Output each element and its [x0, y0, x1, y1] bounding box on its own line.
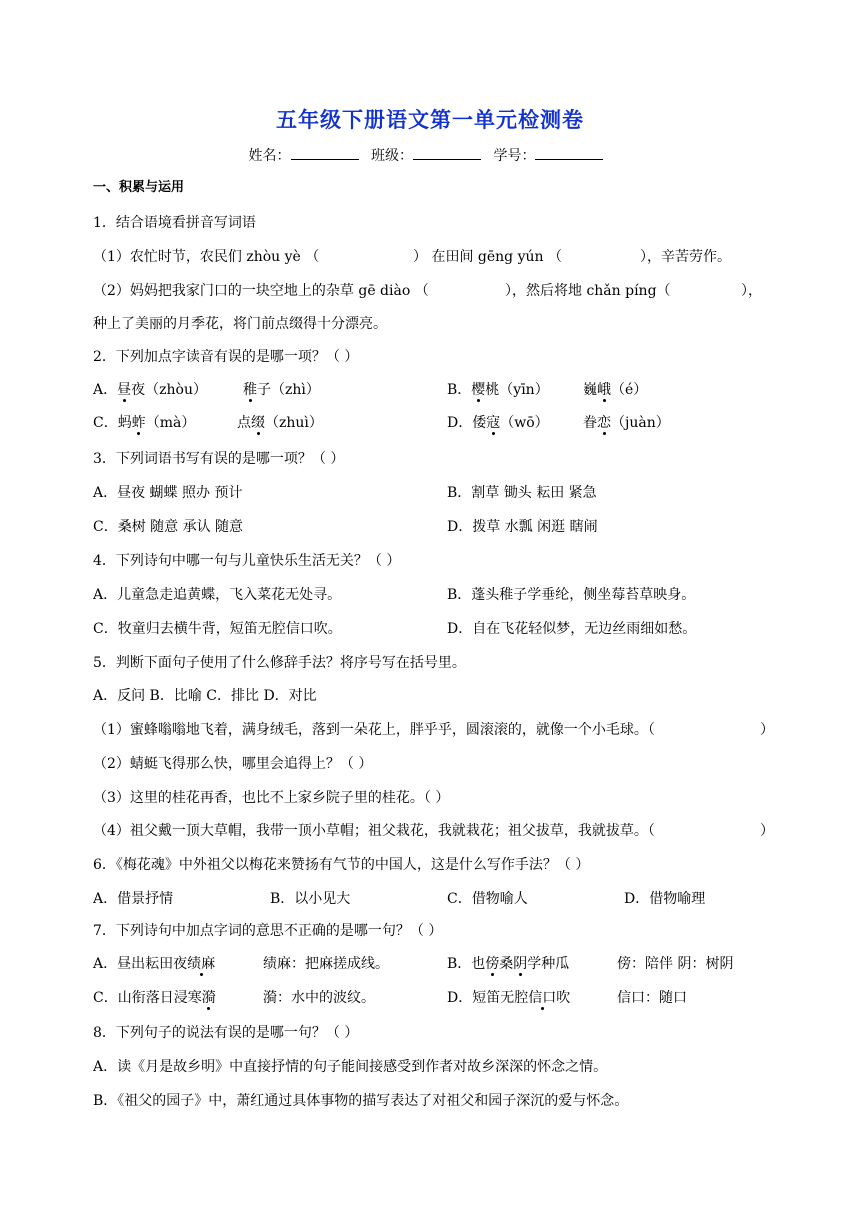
question-8-stem: 8．下列句子的说法有误的是哪一句？（ ） — [93, 1025, 359, 1041]
q1-line2-part-b: ），然后将地 chǎn píng（ — [505, 283, 671, 299]
q2-option-b-part1: B．樱桃（yīn） — [447, 382, 549, 398]
q5-sentence-1-rparen: ） — [760, 722, 774, 738]
question-7-stem: 7．下列诗句中加点字词的意思不正确的是哪一句？（ ） — [93, 923, 443, 939]
question-4-stem: 4．下列诗句中哪一句与儿童快乐生活无关？（ ） — [93, 553, 401, 569]
q4-option-b: B．蓬头稚子学垂纶，侧坐莓苔草映身。 — [447, 587, 696, 603]
question-1-stem: 1．结合语境看拼音写词语 — [93, 215, 256, 231]
question-5-stem: 5．判断下面句子使用了什么修辞手法？将序号写在括号里。 — [93, 655, 466, 671]
q2-option-b-part2: 巍峨（é） — [583, 382, 648, 398]
question-6-stem: 6．《梅花魂》中外祖父以梅花来赞扬有气节的中国人，这是什么写作手法？（ ） — [93, 857, 590, 873]
question-3-stem: 3．下列词语书写有误的是哪一项？（ ） — [93, 451, 345, 467]
class-blank[interactable] — [413, 145, 481, 160]
name-label: 姓名： — [248, 148, 291, 164]
q3-option-d: D．拨草 水瓢 闲逛 瞎闹 — [447, 519, 598, 535]
name-blank[interactable] — [291, 145, 359, 160]
q6-option-a: A．借景抒情 — [93, 891, 174, 907]
student-id-blank[interactable] — [535, 145, 603, 160]
q2-option-c-part1: C．蚂蚱（mà） — [93, 415, 196, 431]
q5-options: A．反问 B．比喻 C．排比 D．对比 — [93, 688, 317, 704]
student-info-line — [0, 145, 860, 165]
q2-option-a-part2: 稚子（zhì） — [243, 382, 320, 398]
q1-line2-part-c: ）， — [741, 283, 762, 299]
q1-line1-part-a: （1）农忙时节，农民们 zhòu yè （ — [93, 249, 320, 265]
q1-line1-part-c: ），辛苦劳作。 — [640, 249, 731, 265]
q4-option-d: D．自在飞花轻似梦，无边丝雨细如愁。 — [447, 621, 697, 637]
q5-sentence-4-rparen: ） — [760, 823, 774, 839]
q3-option-b: B．割草 锄头 耘田 紧急 — [447, 485, 597, 501]
q7-option-c: C．山衔落日浸寒漪 — [93, 990, 216, 1006]
q2-option-a-part1: A．昼夜（zhòu） — [93, 382, 207, 398]
page-title: 五年级下册语文第一单元检测卷 — [276, 107, 584, 132]
q5-sentence-2: （2）蜻蜓飞得那么快，哪里会追得上？（ ） — [93, 756, 373, 772]
q1-line1-part-b: ） 在田间 gēng yún （ — [413, 249, 562, 265]
q7-option-b-explanation: 傍：陪伴 阴：树阴 — [617, 956, 734, 972]
q7-option-a-explanation: 绩麻：把麻搓成线。 — [263, 956, 389, 972]
q5-sentence-1: （1）蜜蜂嗡嗡地飞着，满身绒毛，落到一朵花上，胖乎乎，圆滚滚的，就像一个小毛球。（ — [93, 722, 655, 738]
q1-line2-part-a: （2）妈妈把我家门口的一块空地上的杂草 gē diào （ — [93, 283, 429, 299]
q7-option-d-explanation: 信口：随口 — [617, 990, 687, 1006]
q7-option-a: A．昼出耘田夜绩麻 — [93, 956, 216, 972]
q2-option-d-part2: 眷恋（juàn） — [583, 415, 670, 431]
class-label: 班级： — [371, 148, 413, 164]
q5-sentence-4: （4）祖父戴一顶大草帽，我带一顶小草帽；祖父栽花，我就栽花；祖父拔草，我就拔草。（ — [93, 823, 655, 839]
q8-option-a: A．读《月是故乡明》中直接抒情的句子能间接感受到作者对故乡深深的怀念之情。 — [93, 1059, 608, 1075]
q6-option-b: B．以小见大 — [270, 891, 351, 907]
q5-sentence-3: （3）这里的桂花再香，也比不上家乡院子里的桂花。（ ） — [93, 790, 450, 806]
student-id-label: 学号： — [493, 148, 536, 164]
question-2-stem: 2．下列加点字读音有误的是哪一项？（ ） — [93, 349, 359, 365]
q8-option-b: B．《祖父的园子》中，萧红通过具体事物的描写表达了对祖父和园子深沉的爱与怀念。 — [93, 1093, 629, 1109]
q2-option-c-part2: 点缀（zhuì） — [237, 415, 323, 431]
q4-option-a: A．儿童急走追黄蝶，飞入菜花无处寻。 — [93, 587, 342, 603]
q2-option-d-part1: D．倭寇（wō） — [447, 415, 549, 431]
q4-option-c: C．牧童归去横牛背，短笛无腔信口吹。 — [93, 621, 342, 637]
q1-line3: 种上了美丽的月季花，将门前点缀得十分漂亮。 — [93, 316, 387, 332]
q7-option-d: D．短笛无腔信口吹 — [447, 990, 571, 1006]
q3-option-a: A．昼夜 蝴蝶 照办 预计 — [93, 485, 243, 501]
q6-option-d: D．借物喻理 — [624, 891, 706, 907]
section-heading: 一、积累与运用 — [93, 180, 185, 195]
q3-option-c: C．桑树 随意 承认 随意 — [93, 519, 244, 535]
q7-option-c-explanation: 漪：水中的波纹。 — [263, 990, 375, 1006]
q7-option-b: B．也傍桑阴学种瓜 — [447, 956, 570, 972]
q6-option-c: C．借物喻人 — [447, 891, 528, 907]
